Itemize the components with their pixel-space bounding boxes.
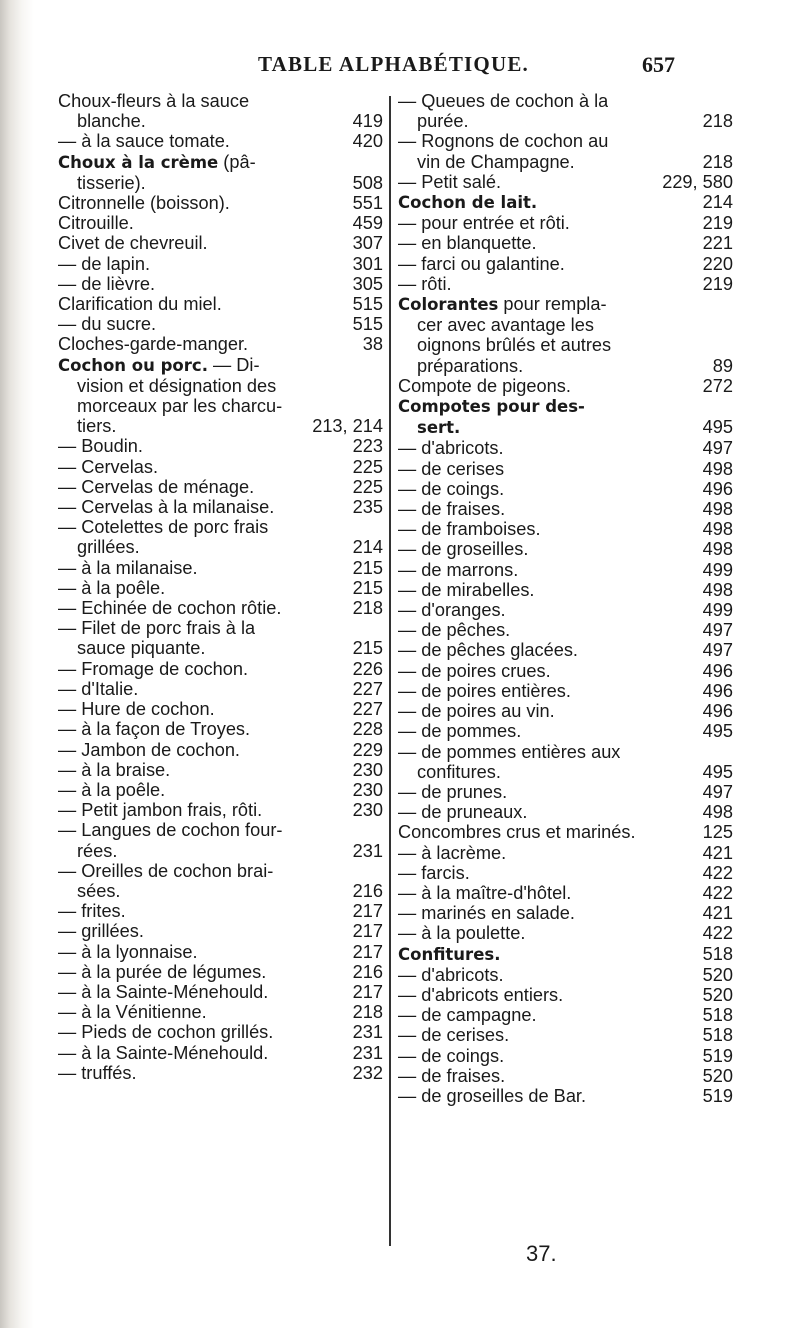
index-entry-text: Concombres crus et marinés. <box>398 822 636 843</box>
index-entry <box>58 659 383 679</box>
index-entry-page: 305 <box>352 273 383 294</box>
index-entry-page: 497 <box>702 438 733 459</box>
index-entry <box>58 800 383 820</box>
index-entry-page: 498 <box>702 802 733 823</box>
index-entry-page: 420 <box>352 131 383 152</box>
index-entry-page: 307 <box>352 233 383 254</box>
index-entry-page: 499 <box>702 559 733 580</box>
index-entry <box>58 314 383 334</box>
index-entry <box>58 942 383 962</box>
index-entry-text: sauce piquante. <box>77 638 206 659</box>
index-entry <box>58 719 383 739</box>
index-entry <box>58 1002 383 1022</box>
index-entry-text: — à la poulette. <box>398 923 526 944</box>
index-entry <box>398 965 733 985</box>
index-entry-text: — rôti. <box>398 273 452 294</box>
index-entry-text: — farcis. <box>398 862 470 883</box>
index-entry-page: 221 <box>702 233 733 254</box>
index-entry-page: 422 <box>702 882 733 903</box>
index-entry <box>58 436 383 456</box>
index-entry <box>398 152 733 172</box>
index-entry <box>398 499 733 519</box>
index-entry-text: morceaux par les charcu- <box>77 396 283 417</box>
index-entry-text: — de campagne. <box>398 1005 537 1026</box>
index-entry <box>398 802 733 822</box>
index-entry-text: — d'abricots. <box>398 964 504 985</box>
index-entry-text: — de cerises. <box>398 1025 510 1046</box>
index-entry-text: — de pêches glacées. <box>398 640 578 661</box>
index-entry <box>398 883 733 903</box>
index-entry <box>58 497 383 517</box>
index-entry-text: vin de Champagne. <box>417 151 575 172</box>
index-entry-text: blanche. <box>77 111 146 132</box>
index-entry-text: — de coings. <box>398 1045 505 1066</box>
index-entry-text: — de poires entières. <box>398 680 571 701</box>
index-entry-text: — à la poêle. <box>58 779 166 800</box>
index-entry-text: — Langues de cochon four- <box>58 820 283 841</box>
index-entry-page: 520 <box>702 964 733 985</box>
index-entry <box>58 213 383 233</box>
index-entry-page: 89 <box>712 355 733 376</box>
index-entry-page: 217 <box>352 921 383 942</box>
index-entry-text: — à la Sainte-Ménehould. <box>58 981 269 1002</box>
index-entry <box>398 1025 733 1045</box>
index-entry-text: — à la maître-d'hôtel. <box>398 882 572 903</box>
index-entry-text: — Hure de cochon. <box>58 699 215 720</box>
index-entry <box>58 921 383 941</box>
index-entry-text: — Cervelas de ménage. <box>58 476 255 497</box>
index-entry-page: 499 <box>702 600 733 621</box>
index-entry-text: — de marrons. <box>398 559 519 580</box>
index-entry-text: — de fraises. <box>398 499 506 520</box>
index-entry <box>398 843 733 863</box>
index-entry-text: — à la Vénitienne. <box>58 1002 207 1023</box>
index-entry-text: — Fromage de cochon. <box>58 658 249 679</box>
index-entry-page: 38 <box>362 334 383 355</box>
index-entry-page: 213, 214 <box>312 416 383 437</box>
index-entry <box>58 477 383 497</box>
index-entry-text: — de groseilles. <box>398 539 529 560</box>
index-entry-text: oignons brûlés et autres <box>417 335 612 356</box>
index-entry-page: 218 <box>352 598 383 619</box>
index-entry-page: 218 <box>702 111 733 132</box>
index-entry-page: 498 <box>702 539 733 560</box>
index-entry <box>398 1005 733 1025</box>
page-header <box>0 52 800 82</box>
index-entry-page: 218 <box>352 1002 383 1023</box>
index-entry-page: 497 <box>702 781 733 802</box>
index-entry <box>58 1022 383 1042</box>
index-entry <box>398 822 733 842</box>
index-entry-text: — Oreilles de cochon brai- <box>58 860 274 881</box>
index-entry-page: 231 <box>352 1042 383 1063</box>
index-entry <box>398 1046 733 1066</box>
index-entry-page: 301 <box>352 253 383 274</box>
index-entry-text: tisserie). <box>77 172 146 193</box>
index-entry-page: 421 <box>702 842 733 863</box>
index-entry-text: rées. <box>77 840 118 861</box>
index-entry <box>398 131 733 151</box>
index-entry-text: — Cervelas. <box>58 456 159 477</box>
index-entry <box>398 417 733 438</box>
index-entry-text: — à la poêle. <box>58 577 166 598</box>
index-entry <box>398 600 733 620</box>
index-entry <box>398 479 733 499</box>
index-entry-page: 215 <box>352 557 383 578</box>
index-entry-text: — Jambon de cochon. <box>58 739 240 760</box>
index-entry-text: — de pommes entières aux <box>398 741 621 762</box>
index-entry <box>58 820 383 840</box>
index-entry <box>398 539 733 559</box>
index-entry-page: 498 <box>702 499 733 520</box>
index-entry <box>398 335 733 355</box>
index-entry-text: — de pruneaux. <box>398 802 528 823</box>
index-entry-text: Cochon ou porc. — Di- <box>58 354 260 375</box>
index-entry-page: 216 <box>352 880 383 901</box>
index-entry-page: 272 <box>702 375 733 396</box>
index-entry <box>58 881 383 901</box>
index-entry <box>58 558 383 578</box>
index-entry <box>398 396 733 417</box>
index-entry <box>58 517 383 537</box>
index-entry-page: 226 <box>352 658 383 679</box>
index-entry-text: — de coings. <box>398 478 505 499</box>
index-entry-text: — truffés. <box>58 1062 137 1083</box>
index-entry <box>58 578 383 598</box>
index-entry-page: 215 <box>352 577 383 598</box>
index-entry-page: 229, 580 <box>662 171 733 192</box>
index-entry <box>398 782 733 802</box>
index-entry <box>398 762 733 782</box>
index-entry <box>58 396 383 416</box>
index-entry <box>398 560 733 580</box>
index-entry <box>398 459 733 479</box>
index-entry-text: Citrouille. <box>58 213 134 234</box>
index-entry <box>398 701 733 721</box>
index-entry <box>58 416 383 436</box>
index-entry-text: — à lacrème. <box>398 842 507 863</box>
index-entry <box>58 780 383 800</box>
index-entry <box>398 356 733 376</box>
index-entry-text: — de poires crues. <box>398 660 551 681</box>
index-entry <box>398 580 733 600</box>
index-entry <box>58 982 383 1002</box>
index-entry-text: Confitures. <box>398 944 501 964</box>
index-column-right <box>398 91 733 1106</box>
index-entry-page: 227 <box>352 699 383 720</box>
index-entry-text: préparations. <box>417 355 524 376</box>
index-entry-text: — frites. <box>58 901 126 922</box>
index-entry <box>398 376 733 396</box>
index-entry-text: — grillées. <box>58 921 144 942</box>
index-entry-text: confitures. <box>417 761 501 782</box>
index-entry-text: Cloches-garde-manger. <box>58 334 249 355</box>
index-entry-page: 125 <box>702 822 733 843</box>
index-entry <box>58 1063 383 1083</box>
index-entry-text: — d'Italie. <box>58 678 139 699</box>
index-entry-text: — de poires au vin. <box>398 701 555 722</box>
index-entry <box>58 740 383 760</box>
index-entry-page: 519 <box>702 1085 733 1106</box>
index-entry <box>58 901 383 921</box>
index-entry-text: — marinés en salade. <box>398 903 575 924</box>
index-entry <box>398 903 733 923</box>
index-entry <box>58 638 383 658</box>
index-entry <box>58 841 383 861</box>
index-entry <box>398 315 733 335</box>
index-entry-page: 498 <box>702 458 733 479</box>
index-entry-text: Civet de chevreuil. <box>58 233 208 254</box>
index-entry-text: — à la braise. <box>58 759 171 780</box>
index-entry-text: — de fraises. <box>398 1065 506 1086</box>
index-entry-page: 518 <box>702 1025 733 1046</box>
index-entry <box>398 1086 733 1106</box>
index-entry-page: 518 <box>702 943 733 964</box>
index-entry <box>58 294 383 314</box>
index-entry <box>58 274 383 294</box>
index-entry-text: Colorantes pour rempla- <box>398 294 607 315</box>
signature-mark: 37. <box>526 1241 557 1266</box>
index-entry <box>398 192 733 213</box>
index-entry-page: 498 <box>702 519 733 540</box>
index-entry <box>398 944 733 965</box>
index-entry-page: 515 <box>352 294 383 315</box>
index-entry-text: — Boudin. <box>58 436 143 457</box>
running-title: TABLE ALPHABÉTIQUE. <box>258 52 529 76</box>
index-entry-text: cer avec avantage les <box>417 315 594 336</box>
index-entry-page: 496 <box>702 660 733 681</box>
index-entry-page: 214 <box>702 192 733 213</box>
index-entry-text: — d'abricots entiers. <box>398 984 564 1005</box>
index-entry-text: — Queues de cochon à la <box>398 91 609 111</box>
index-entry <box>58 699 383 719</box>
index-entry-text: — à la façon de Troyes. <box>58 719 251 740</box>
index-entry-page: 230 <box>352 759 383 780</box>
index-entry-page: 422 <box>702 923 733 944</box>
index-entry <box>398 213 733 233</box>
index-entry <box>58 679 383 699</box>
index-entry-page: 217 <box>352 901 383 922</box>
index-entry-page: 519 <box>702 1045 733 1066</box>
index-entry-text: tiers. <box>77 416 117 437</box>
index-entry-text: sées. <box>77 880 121 901</box>
index-entry <box>398 923 733 943</box>
index-entry-text: — à la Sainte-Ménehould. <box>58 1042 269 1063</box>
index-entry-text: — de pêches. <box>398 620 511 641</box>
index-entry-page: 508 <box>352 172 383 193</box>
index-entry-text: — d'oranges. <box>398 600 506 621</box>
index-entry-page: 497 <box>702 620 733 641</box>
index-entry <box>58 962 383 982</box>
index-entry-text: Choux à la crème (pâ- <box>58 151 256 172</box>
index-entry <box>398 620 733 640</box>
index-entry-text: Compotes pour des- <box>398 397 585 417</box>
index-entry-page: 220 <box>702 253 733 274</box>
index-entry-page: 498 <box>702 579 733 600</box>
index-entry <box>58 131 383 151</box>
index-entry <box>58 152 383 173</box>
index-entry-text: — à la purée de légumes. <box>58 961 267 982</box>
index-entry-text: — de prunes. <box>398 781 508 802</box>
index-entry-text: — Pieds de cochon grillés. <box>58 1022 274 1043</box>
page-number: 657 <box>642 52 675 77</box>
index-entry <box>58 457 383 477</box>
index-entry-page: 235 <box>352 497 383 518</box>
index-entry-text: — du sucre. <box>58 314 157 335</box>
index-entry-text: — Cotelettes de porc frais <box>58 517 269 538</box>
index-entry-page: 496 <box>702 478 733 499</box>
index-entry-text: grillées. <box>77 537 140 558</box>
index-entry <box>398 519 733 539</box>
index-entry <box>398 111 733 131</box>
index-entry-page: 215 <box>352 638 383 659</box>
index-entry-page: 422 <box>702 862 733 883</box>
index-entry-text: — Petit jambon frais, rôti. <box>58 800 263 821</box>
index-entry-text: — de cerises <box>398 458 505 479</box>
index-entry <box>58 334 383 354</box>
index-entry-text: — de groseilles de Bar. <box>398 1085 587 1106</box>
index-entry-page: 218 <box>702 151 733 172</box>
index-column-left <box>58 91 383 1083</box>
index-entry-page: 225 <box>352 476 383 497</box>
index-entry <box>398 254 733 274</box>
index-entry <box>58 173 383 193</box>
index-entry <box>398 1066 733 1086</box>
index-entry <box>398 640 733 660</box>
index-entry-page: 216 <box>352 961 383 982</box>
index-entry <box>58 233 383 253</box>
index-entry <box>398 91 733 111</box>
index-entry-page: 231 <box>352 1022 383 1043</box>
index-entry-page: 227 <box>352 678 383 699</box>
index-entry-page: 495 <box>702 761 733 782</box>
index-entry <box>58 91 383 111</box>
index-entry-page: 495 <box>702 721 733 742</box>
index-entry-page: 459 <box>352 213 383 234</box>
index-entry-page: 231 <box>352 840 383 861</box>
index-entry-page: 230 <box>352 779 383 800</box>
index-entry <box>58 376 383 396</box>
index-entry-text: Clarification du miel. <box>58 294 222 315</box>
index-entry <box>398 721 733 741</box>
index-entry-page: 520 <box>702 1065 733 1086</box>
index-entry <box>58 193 383 213</box>
index-entry <box>58 861 383 881</box>
index-entry-text: — de mirabelles. <box>398 579 535 600</box>
index-entry-page: 520 <box>702 984 733 1005</box>
index-entry-page: 496 <box>702 680 733 701</box>
column-divider <box>389 96 391 1246</box>
index-entry-page: 515 <box>352 314 383 335</box>
index-entry-text: — d'abricots. <box>398 438 504 459</box>
index-entry-text: — de lièvre. <box>58 273 156 294</box>
index-entry-text: — Petit salé. <box>398 171 502 192</box>
index-entry-page: 421 <box>702 903 733 924</box>
index-entry <box>58 760 383 780</box>
index-entry <box>58 537 383 557</box>
index-entry-page: 217 <box>352 941 383 962</box>
index-entry-page: 230 <box>352 800 383 821</box>
index-entry-text: — à la sauce tomate. <box>58 131 230 152</box>
index-entry <box>58 618 383 638</box>
index-entry-text: — Rognons de cochon au <box>398 131 609 152</box>
index-entry-text: — Cervelas à la milanaise. <box>58 497 275 518</box>
index-entry-page: 228 <box>352 719 383 740</box>
index-entry <box>398 863 733 883</box>
index-entry <box>398 294 733 315</box>
index-entry-text: — de lapin. <box>58 253 151 274</box>
index-entry-page: 551 <box>352 193 383 214</box>
index-entry-text: Compote de pigeons. <box>398 375 571 396</box>
index-entry <box>398 438 733 458</box>
index-entry-text: — Echinée de cochon rôtie. <box>58 598 282 619</box>
index-entry-page: 419 <box>352 111 383 132</box>
index-entry <box>58 111 383 131</box>
index-entry-text: purée. <box>417 111 469 132</box>
index-entry-page: 229 <box>352 739 383 760</box>
index-entry-text: — farci ou galantine. <box>398 253 565 274</box>
index-entry-text: Choux-fleurs à la sauce <box>58 91 250 111</box>
index-entry-page: 217 <box>352 981 383 1002</box>
index-entry-page: 495 <box>702 417 733 438</box>
index-entry-page: 518 <box>702 1005 733 1026</box>
index-entry <box>58 254 383 274</box>
index-entry-page: 497 <box>702 640 733 661</box>
index-entry <box>398 742 733 762</box>
index-entry <box>398 985 733 1005</box>
index-entry-text: — de pommes. <box>398 721 522 742</box>
index-entry-page: 223 <box>352 436 383 457</box>
index-entry-text: — à la lyonnaise. <box>58 941 198 962</box>
index-entry-page: 219 <box>702 273 733 294</box>
index-entry <box>58 598 383 618</box>
index-entry <box>398 233 733 253</box>
index-entry-page: 219 <box>702 213 733 234</box>
index-entry-text: — à la milanaise. <box>58 557 198 578</box>
index-entry-text: Citronnelle (boisson). <box>58 193 230 214</box>
index-entry-text: vision et désignation des <box>77 375 277 396</box>
index-entry <box>398 172 733 192</box>
index-entry-text: — Filet de porc frais à la <box>58 618 256 639</box>
index-entry-page: 232 <box>352 1062 383 1083</box>
index-entry-page: 496 <box>702 701 733 722</box>
index-entry-page: 214 <box>352 537 383 558</box>
index-entry-text: — en blanquette. <box>398 233 537 254</box>
index-entry-text: — de framboises. <box>398 519 541 540</box>
index-entry-text: Cochon de lait. <box>398 193 538 213</box>
index-entry <box>398 661 733 681</box>
index-entry <box>398 681 733 701</box>
index-entry <box>58 1043 383 1063</box>
index-entry <box>398 274 733 294</box>
index-entry-text: sert. <box>417 418 461 438</box>
index-entry <box>58 355 383 376</box>
index-entry-page: 225 <box>352 456 383 477</box>
index-entry-text: — pour entrée et rôti. <box>398 213 570 234</box>
